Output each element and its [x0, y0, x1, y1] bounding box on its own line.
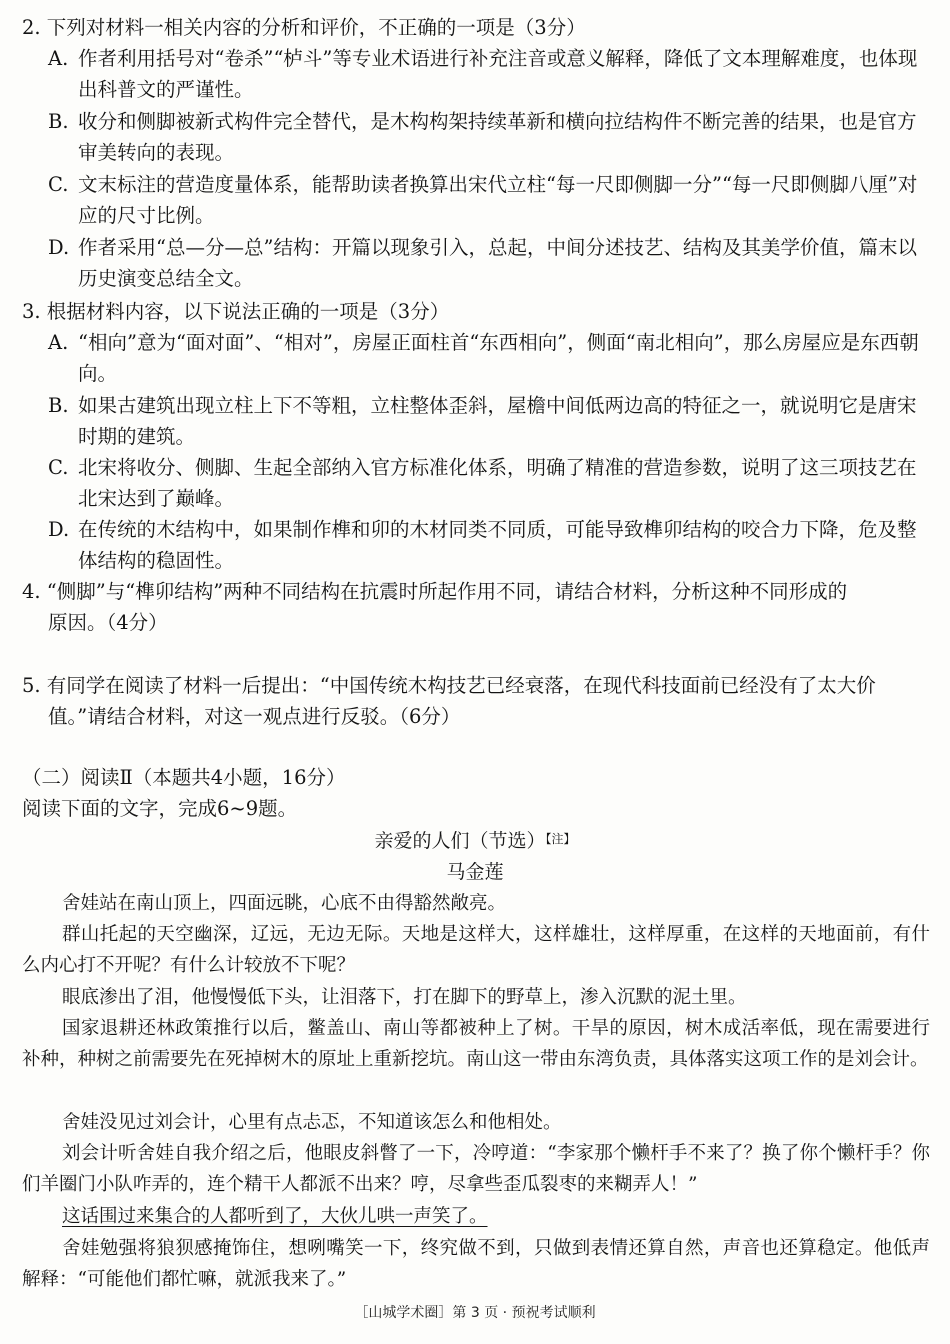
story-title-text: 亲爱的人们（节选）: [374, 830, 546, 852]
question-5-line-2: 值。”请结合材料，对这一观点进行反驳。（6分）: [48, 705, 461, 728]
story-title: [0, 826, 950, 856]
question-3-stem: 3. 根据材料内容，以下说法正确的一项是（3分）: [22, 300, 450, 323]
question-3-option-b: [48, 390, 932, 452]
option-letter: B.: [48, 394, 69, 417]
section-heading: （二）阅读Ⅱ（本题共4小题，16分）: [22, 766, 346, 789]
question-2-option-d: [48, 232, 932, 294]
paragraph: 舍娃站在南山顶上，四面远眺，心底不由得豁然敞亮。: [62, 893, 507, 914]
story-author: 马金莲: [446, 861, 504, 883]
question-5-line-1: 5. 有同学在阅读了材料一后提出：“中国传统木构技艺已经衰落，在现代科技面前已经没有了太大价: [22, 674, 876, 697]
note-marker: 【注】: [545, 832, 576, 846]
paragraph: 眼底渗出了泪，他慢慢低下头，让泪落下，打在脚下的野草上，渗入沉默的泥土里。: [62, 987, 747, 1008]
paragraph: 群山托起的天空幽深，辽远，无边无际。天地是这样大，这样雄壮，这样厚重，在这样的天地面前，有什么内心打不开呢？有什么计较放不下呢？: [22, 924, 930, 976]
option-text: 北宋将收分、侧脚、生起全部纳入官方标准化体系，明确了精准的营造参数，说明了这三项技艺在北宋达到了巅峰。: [78, 456, 917, 510]
option-letter: B.: [48, 110, 69, 133]
option-letter: C.: [48, 456, 69, 479]
option-letter: D.: [48, 236, 70, 259]
page-footer: ［山城学术圈］第 3 页 · 预祝考试顺利: [354, 1305, 596, 1321]
question-2-option-a: [48, 43, 932, 105]
paragraph: 刘会计听舍娃自我介绍之后，他眼皮斜瞥了一下，冷哼道：“李家那个懒杆手不来了？换了你个懒杆手？你们羊圈门小队咋弄的，连个精干人都派不出来？哼，尽拿些歪瓜裂枣的来糊弄人！”: [22, 1143, 930, 1195]
option-letter: A.: [48, 47, 69, 70]
option-letter: C.: [48, 173, 69, 196]
section-instruction: 阅读下面的文字，完成6~9题。: [22, 797, 298, 820]
option-text: “相向”意为“面对面”、“相对”，房屋正面柱首“东西相向”，侧面“南北相向”，那么房屋应是东西朝向。: [78, 331, 919, 385]
paragraph-underlined: [22, 1201, 930, 1232]
paragraph: 舍娃勉强将狼狈感掩饰住，想咧嘴笑一下，终究做不到，只做到表情还算自然，声音也还算稳定。他低声解释：“可能他们都忙嘛，就派我来了。”: [22, 1238, 930, 1290]
paragraph: 舍娃没见过刘会计，心里有点忐忑，不知道该怎么和他相处。: [62, 1112, 562, 1133]
option-text: 收分和侧脚被新式构件完全替代，是木构构架持续革新和横向拉结构件不断完善的结果，也是官方审美转向的表现。: [78, 110, 917, 164]
option-text: 作者采用“总—分—总”结构：开篇以现象引入，总起，中间分述技艺、结构及其美学价值，篇末以历史演变总结全文。: [78, 236, 917, 290]
question-2-option-c: [48, 169, 932, 231]
question-2-option-b: [48, 106, 932, 168]
option-text: 作者利用括号对“卷杀”“栌斗”等专业术语进行补充注音或意义解释，降低了文本理解难度，也体现出科普文的严谨性。: [78, 47, 918, 101]
option-text: 在传统的木结构中，如果制作榫和卯的木材同类不同质，可能导致榫卯结构的咬合力下降，危及整体结构的稳固性。: [78, 518, 917, 572]
question-4-line-2: 原因。（4分）: [48, 611, 168, 634]
option-text: 如果古建筑出现立柱上下不等粗，立柱整体歪斜，屋檐中间低两边高的特征之一，就说明它是唐宋时期的建筑。: [78, 394, 917, 448]
option-letter: A.: [48, 331, 69, 354]
paragraph: 国家退耕还林政策推行以后，鳖盖山、南山等都被种上了树。干旱的原因，树木成活率低，现在需要进行补种，种树之前需要先在死掉树木的原址上重新挖坑。南山这一带由东湾负责，具体落实这项工作的是刘会计。: [22, 1018, 930, 1070]
question-3-option-a: [48, 327, 932, 389]
underlined-sentence: 这话围过来集合的人都听到了，大伙儿哄一声笑了。: [62, 1206, 488, 1227]
question-2-stem: 2. 下列对材料一相关内容的分析和评价，不正确的一项是（3分）: [22, 16, 586, 39]
option-letter: D.: [48, 518, 70, 541]
question-4-line-1: 4. “侧脚”与“榫卯结构”两种不同结构在抗震时所起作用不同，请结合材料，分析这种不同形成的: [22, 580, 848, 603]
question-3-option-d: [48, 514, 932, 576]
question-3-option-c: [48, 452, 932, 514]
option-text: 文末标注的营造度量体系，能帮助读者换算出宋代立柱“每一尺即侧脚一分”“每一尺即侧脚八厘”对应的尺寸比例。: [78, 173, 918, 227]
